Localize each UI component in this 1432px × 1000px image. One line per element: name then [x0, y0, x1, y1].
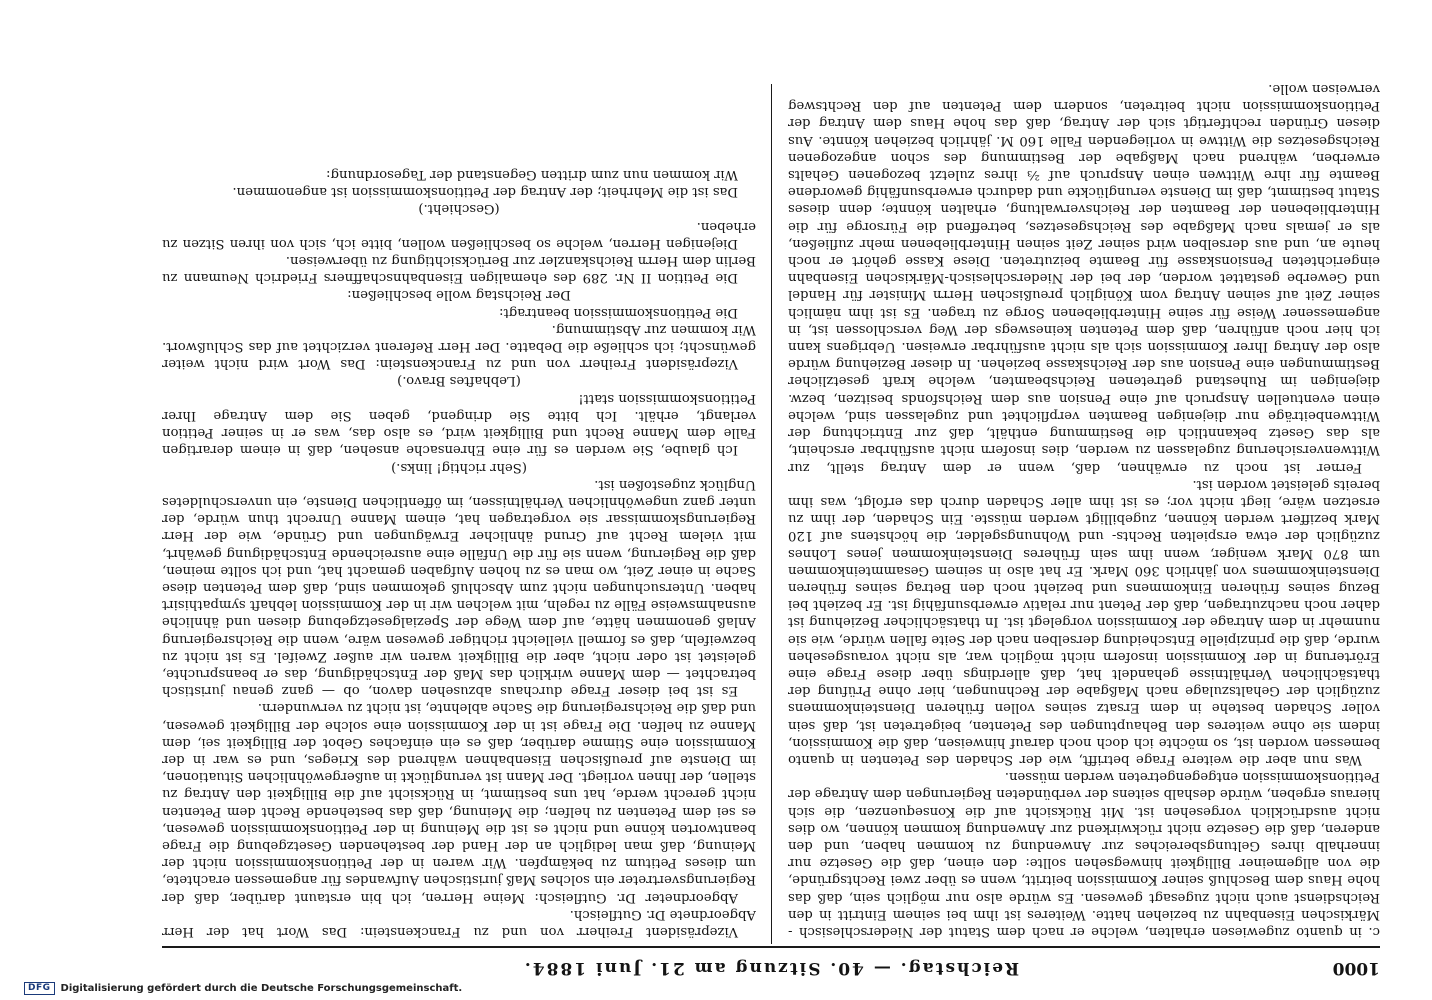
- paragraph: Abgeordneter Dr. Gutfleisch: Meine Herren, ich bin erstaunt darüber, daß der Regierungsvertreter ein solches Maß juristischen Aufwandes für angemessen erachtete, um dieses Petitum zu bekämpfen. Wir waren in der Petitionskommission nicht der Meinung, daß man lediglich an der Hand der bestehenden Gesetzgebung die Frage beantworten könne und nicht es ist die Meinung in der Petitionskommission gewesen, es sei dem Petenten zu helfen; die Meinung, daß das bestehende Recht dem Petenten nicht gerecht werde, hat uns bestimmt, in Rücksicht auf die Billigkeit den Antrag zu stellen, der Ihnen vorliegt. Der Mann ist verunglückt in außergewöhnlichen Situationen, im Dienste auf preußischen Eisenbahnen während des Krieges, und es war in der Kommission eine Stimme darüber, daß es ein einfaches Gebot der Billigkeit sei, dem Manne zu helfen. Die Frage ist in der Kommission eine solche der Billigkeit gewesen, und daß die Reichsregierung die Sache ablehnte, ist nicht zu verwundern.: [162, 700, 756, 905]
- interjection: (Lebhaftes Bravo.): [397, 373, 521, 389]
- paragraph: Wir kommen nun zum dritten Gegenstand der Tagesordnung:: [326, 167, 738, 183]
- column-divider: [771, 84, 772, 944]
- page-header: [162, 952, 1380, 978]
- paragraph: Ferner ist noch zu erwähnen, daß, wenn er dem Antrag stellt, zur Wittwenversicherung zugelassen zu werden, dies insofern nicht ausführbar erscheint, als das Gesetz bekanntlich die Bestimmung enthält, daß zur Entrichtung der Wittwenbeiträge nur diejenigen Beamten verpflichtet und zugelassen sind, welche einen eventuellen Anspruch auf eine Pension aus dem Reichsfonds besitzen, bezw. diejenigen im Ruhestand getretenen Reichsbeamten, welche kraft gesetzlicher Bestimmungen eine Pension aus der Reichskasse beziehen. In dieser Beziehung würde also der Antrag Ihrer Kommission sich als nicht ausführbar erweisen. Uebrigens kann ich hier noch anführen, daß dem Petenten keineswegs der Weg verschlossen ist, in angemessener Weise für seine Hinterbliebenen Sorge zu tragen. Es ist ihm nämlich seiner Zeit auf seinen Antrag vom Königlich preußischen Herrn Minister für Handel und Gewerbe gestattet worden, der bei der Niederschlesisch-Märkischen Eisenbahn eingerichteten Pensionskasse für Beamte beizutreten. Diese Kasse gehört er noch heute an, und aus derselben wird seiner Zeit seinen Hinterbliebenen mehr zufließen, als er jemals nach Maßgabe des Reichsgesetzes, betreffend die Fürsorge für die Hinterbliebenen der Beamten der Reichsverwaltung, erhalten könnte; denn dieses Statut bestimmt, daß im Dienste verunglückte und dadurch erwerbsunfähig gewordene Beamte für ihre Wittwen einen Anspruch auf ⅔ ihres zuletzt bezogenen Gehalts erwerben, während nach Maßgabe der Bestimmung des schon angezogenen Reichsgesetzes die Wittwe in vorliegenden Falle 160 M. jährlich beziehen könnte. Aus diesen Gründen rechtfertigt sich der Antrag, daß das hohe Haus dem Antrag der Petitionskommission nicht beitreten, sondern dem Petenten auf den Rechtsweg verweisen wolle.: [788, 81, 1380, 475]
- paragraph: Vizepräsident Freiherr von und zu Franckenstein: Das Wort wird nicht weiter gewünscht; ich schließe die Debatte. Der Herr Referent verzichtet auf das Schlußwort. Wir kommen zur Abstimmung.: [162, 321, 756, 372]
- paragraph: Die Petition II Nr. 289 des ehemaligen Eisenbahnschaffners Friedrich Neumann zu Berlin dem Herrn Reichskanzler zur Berücksichtigung zu überweisen.: [162, 253, 756, 286]
- page-number: 1000: [1332, 958, 1380, 978]
- interjection: (Geschieht.): [418, 201, 500, 217]
- running-title: Reichstag. — 40. Sitzung am 21. Juni 1884.: [522, 958, 1020, 978]
- interjection: (Sehr richtig! links.): [391, 459, 527, 475]
- header-rule: [162, 946, 1380, 948]
- paragraph: Es ist bei dieser Frage durchaus abzusehen davon, ob — ganz genau juristisch betrachtet — dem Manne wirklich das Maß der Entschädigung, das er beanspruchte, geleistet ist oder nicht, aber die Billigkeit waren wir außer Zweifel. Es ist nicht zu bezweifeln, daß es formell vielleicht richtiger gewesen wäre, wenn die Reichsregierung Anlaß genommen hätte, auf dem Wege der Spezialgesetzgebung diesen und ähnliche ausnahmsweise Fälle zu regeln, mit welchen wir in der Kommission lebhaft sympathisirt haben. Untersuchungen nicht zum Abschluß gekommen sind, daß dem Petenten diese Sache in einer Zeit, wo man es zu hohen Aufgaben gemacht hat, und ich sollte meinen, daß die Regierung, wenn sie für die Unfälle eine ausreichende Entschädigung gewährt, mit vielem Recht auf Grund ähnlicher Erwägungen und Gründe, wie der Herr Regierungskommissar sie vorgetragen hat, einem Manne Unrecht thun würde, der unter ganz ungewöhnlichen Verhältnissen, im öffentlichen Dienste, ein unverschuldetes Unglück zugestoßen ist.: [162, 476, 756, 699]
- right-column: [162, 80, 756, 940]
- paragraph: Was nun aber die weitere Frage betrifft, wie der Schaden des Petenten in quanto bemessen worden ist, so möchte ich doch noch darauf hinweisen, daß die Kommission, indem sie ohne weiteres den Behauptungen des Petenten, beigetreten ist, daß sein voller Schaden bestehe in dem Ersatz seines vollen früheren Diensteinkommens zuzüglich der Gehaltszulage nach Maßgabe der Rechnungen, hier ohne Prüfung der thatsächlichen Verhältnisse gehandelt hat, daß allerdings über diese Frage eine Erörterung in der Kommission insofern nicht möglich war, als nicht vorausgesehen wurde, daß die prinzipielle Entscheidung derselben nach der Seite fallen würde, wie sie nunmehr in dem Antrage der Kommission vorgelegt ist. In thatsächlicher Beziehung ist daher noch nachzutragen, daß der Petent nur relativ erwerbsunfähig ist. Er bezieht bei Bezug seines früheren Einkommens und bezieht noch den Betrag seines früheren Diensteinkommens von jährlich 360 Mark. Er hat also in seinem Gesammteinkommen um 870 Mark weniger, wenn ihm sein früheres Diensteinkommen jenes Lohnes zuzüglich der etwa erspielten Rechts- und Wohnungsgelder, die höchstens auf 120 Mark beziffert werden können, zugebilligt werden müsste. Ein Schaden, der ihm zu ersetzen wäre, liegt nicht vor; es ist ihm aller Schaden durch das erfolgt, was ihm bereits geleistet worden ist.: [788, 476, 1380, 767]
- digitization-footer: [24, 982, 1404, 995]
- paragraph: Ich glaube, Sie werden es für eine Ehrensache ansehen, daß in einem derartigen Falle dem Manne Recht und Billigkeit wird, es also das, was er in seiner Petition verlangt, erhält. Ich bitte Sie dringend, geben Sie dem Antrage Ihrer Petitionskommission statt!: [162, 390, 756, 458]
- digitization-credit: Digitalisierung gefördert durch die Deutsche Forschungsgemeinschaft.: [60, 983, 463, 994]
- left-column: [788, 80, 1380, 940]
- paragraph: Das ist die Mehrheit; der Antrag der Petitionskommission ist angenommen.: [232, 184, 738, 200]
- paragraph: Der Reichstag wolle beschließen:: [347, 287, 571, 303]
- paragraph: Diejenigen Herren, welche so beschließen wollen, bitte ich, sich von ihren Sitzen zu erheben.: [162, 218, 756, 251]
- dfg-logo: DFG: [24, 982, 55, 995]
- paragraph: Die Petitionskommission beantragt:: [499, 304, 738, 320]
- speaker-intro: Vizepräsident Freiherr von und zu Franckenstein: Das Wort hat der Herr Abgeordnete Dr. Gutfleisch.: [162, 906, 756, 939]
- paragraph: c. in quanto zugewiesen erhalten, welche er nach dem Statut der Niederschlesisch - Märkischen Eisenbahn zu beziehen hatte. Weiteres ist ihm bei seinem Eintritt in den Reichsdienst auch nicht zugesagt gewesen. Es würde also nur möglich sein, daß das hohe Haus dem Beschluß seiner Kommission beitritt, wenn es über zwei Rechtsgründe, die von allgemeiner Billigkeit hinwegsehen sollte: den einen, daß die Gesetze nur innerhalb ihres Geltungsbereiches zur Anwendung zu kommen haben, und den anderen, daß die Gesetze nicht rückwirkend zur Anwendung kommen können, wo dies nicht ausdrücklich vorgesehen ist. Mit Rücksicht auf die Konsequenzen, die sich hieraus ergeben, würde deshalb seitens der verbündeten Regierungen dem Antrage der Petitionskommission entgegengetreten werden müssen.: [788, 769, 1380, 939]
